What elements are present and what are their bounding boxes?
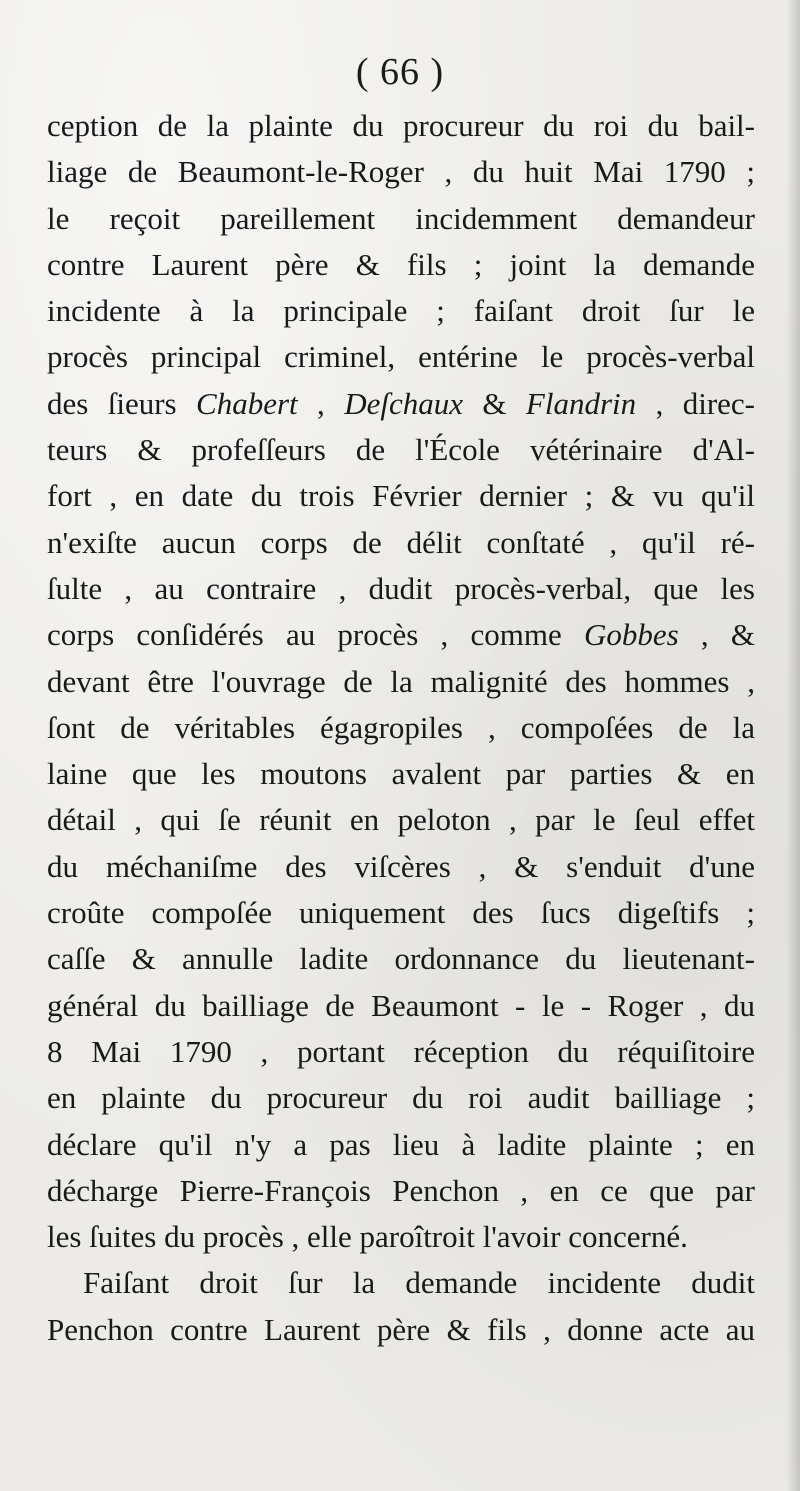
text-line: ſont de véritables égagropiles , compoſées de la [47, 709, 755, 745]
text-fragment: , & [678, 617, 755, 653]
text-line: teurs & profeſſeurs de l'École vétérinaire d'Al- [47, 432, 755, 468]
text-fragment: des ſieurs [47, 385, 197, 421]
text-line: les ſuites du procès , elle paroîtroit l'avoir concerné. [47, 1219, 688, 1255]
text-line: laine que les moutons avalent par parties & en [47, 756, 755, 792]
text-line: caſſe & annulle ladite ordonnance du lieutenant- [47, 941, 755, 977]
text-line: procès principal criminel, entérine le procès-verbal [47, 339, 755, 375]
text-line: fort , en date du trois Février dernier ; & vu qu'il [47, 478, 755, 514]
text-line: liage de Beaumont-le-Roger , du huit Mai 1790 ; [47, 154, 755, 190]
text-line: Penchon contre Laurent père & fils , donne acte au [47, 1311, 755, 1347]
proper-name-italic: Chabert [196, 385, 298, 421]
text-line: croûte compoſée uniquement des ſucs digeſtifs ; [47, 895, 755, 931]
text-line: n'exiſte aucun corps de délit conſtaté , qu'il ré- [47, 524, 755, 560]
text-line: 8 Mai 1790 , portant réception du réquiſitoire [47, 1033, 755, 1069]
text-line: détail , qui ſe réunit en peloton , par le ſeul effet [47, 802, 755, 838]
text-line [47, 381, 755, 427]
text-line [47, 612, 755, 658]
text-line: le reçoit pareillement incidemment demandeur [47, 200, 755, 236]
proper-name-italic: Flandrin [525, 385, 637, 421]
text-fragment: corps conſidérés au procès , comme [47, 617, 584, 653]
text-line: ception de la plainte du procureur du roi du bail- [47, 108, 755, 143]
text-fragment: , [297, 385, 345, 421]
text-line: devant être l'ouvrage de la malignité des hommes , [47, 663, 755, 699]
text-line: décharge Pierre-François Penchon , en ce que par [47, 1172, 755, 1208]
text-line: ſulte , au contraire , dudit procès-verbal, que les [47, 570, 755, 606]
text-line: contre Laurent père & fils ; joint la demande [47, 246, 755, 282]
text-line: Faiſant droit ſur la demande incidente dudit [83, 1265, 755, 1301]
page-edge-shadow [786, 0, 800, 1491]
text-fragment: , direc- [636, 385, 755, 421]
text-line: général du bailliage de Beaumont - le - Roger , du [47, 987, 755, 1023]
text-line: du méchaniſme des viſcères , & s'enduit d'une [47, 848, 755, 884]
proper-name-italic: Deſchaux [344, 385, 463, 421]
term-italic: Gobbes [583, 617, 679, 653]
text-fragment: & [462, 385, 526, 421]
text-line: déclare qu'il n'y a pas lieu à ladite plainte ; en [47, 1126, 755, 1162]
body-text [47, 103, 755, 1353]
text-line: incidente à la principale ; faiſant droit ſur le [47, 293, 755, 329]
text-line: en plainte du procureur du roi audit bailliage ; [47, 1080, 755, 1116]
page-number: ( 66 ) [355, 51, 445, 93]
